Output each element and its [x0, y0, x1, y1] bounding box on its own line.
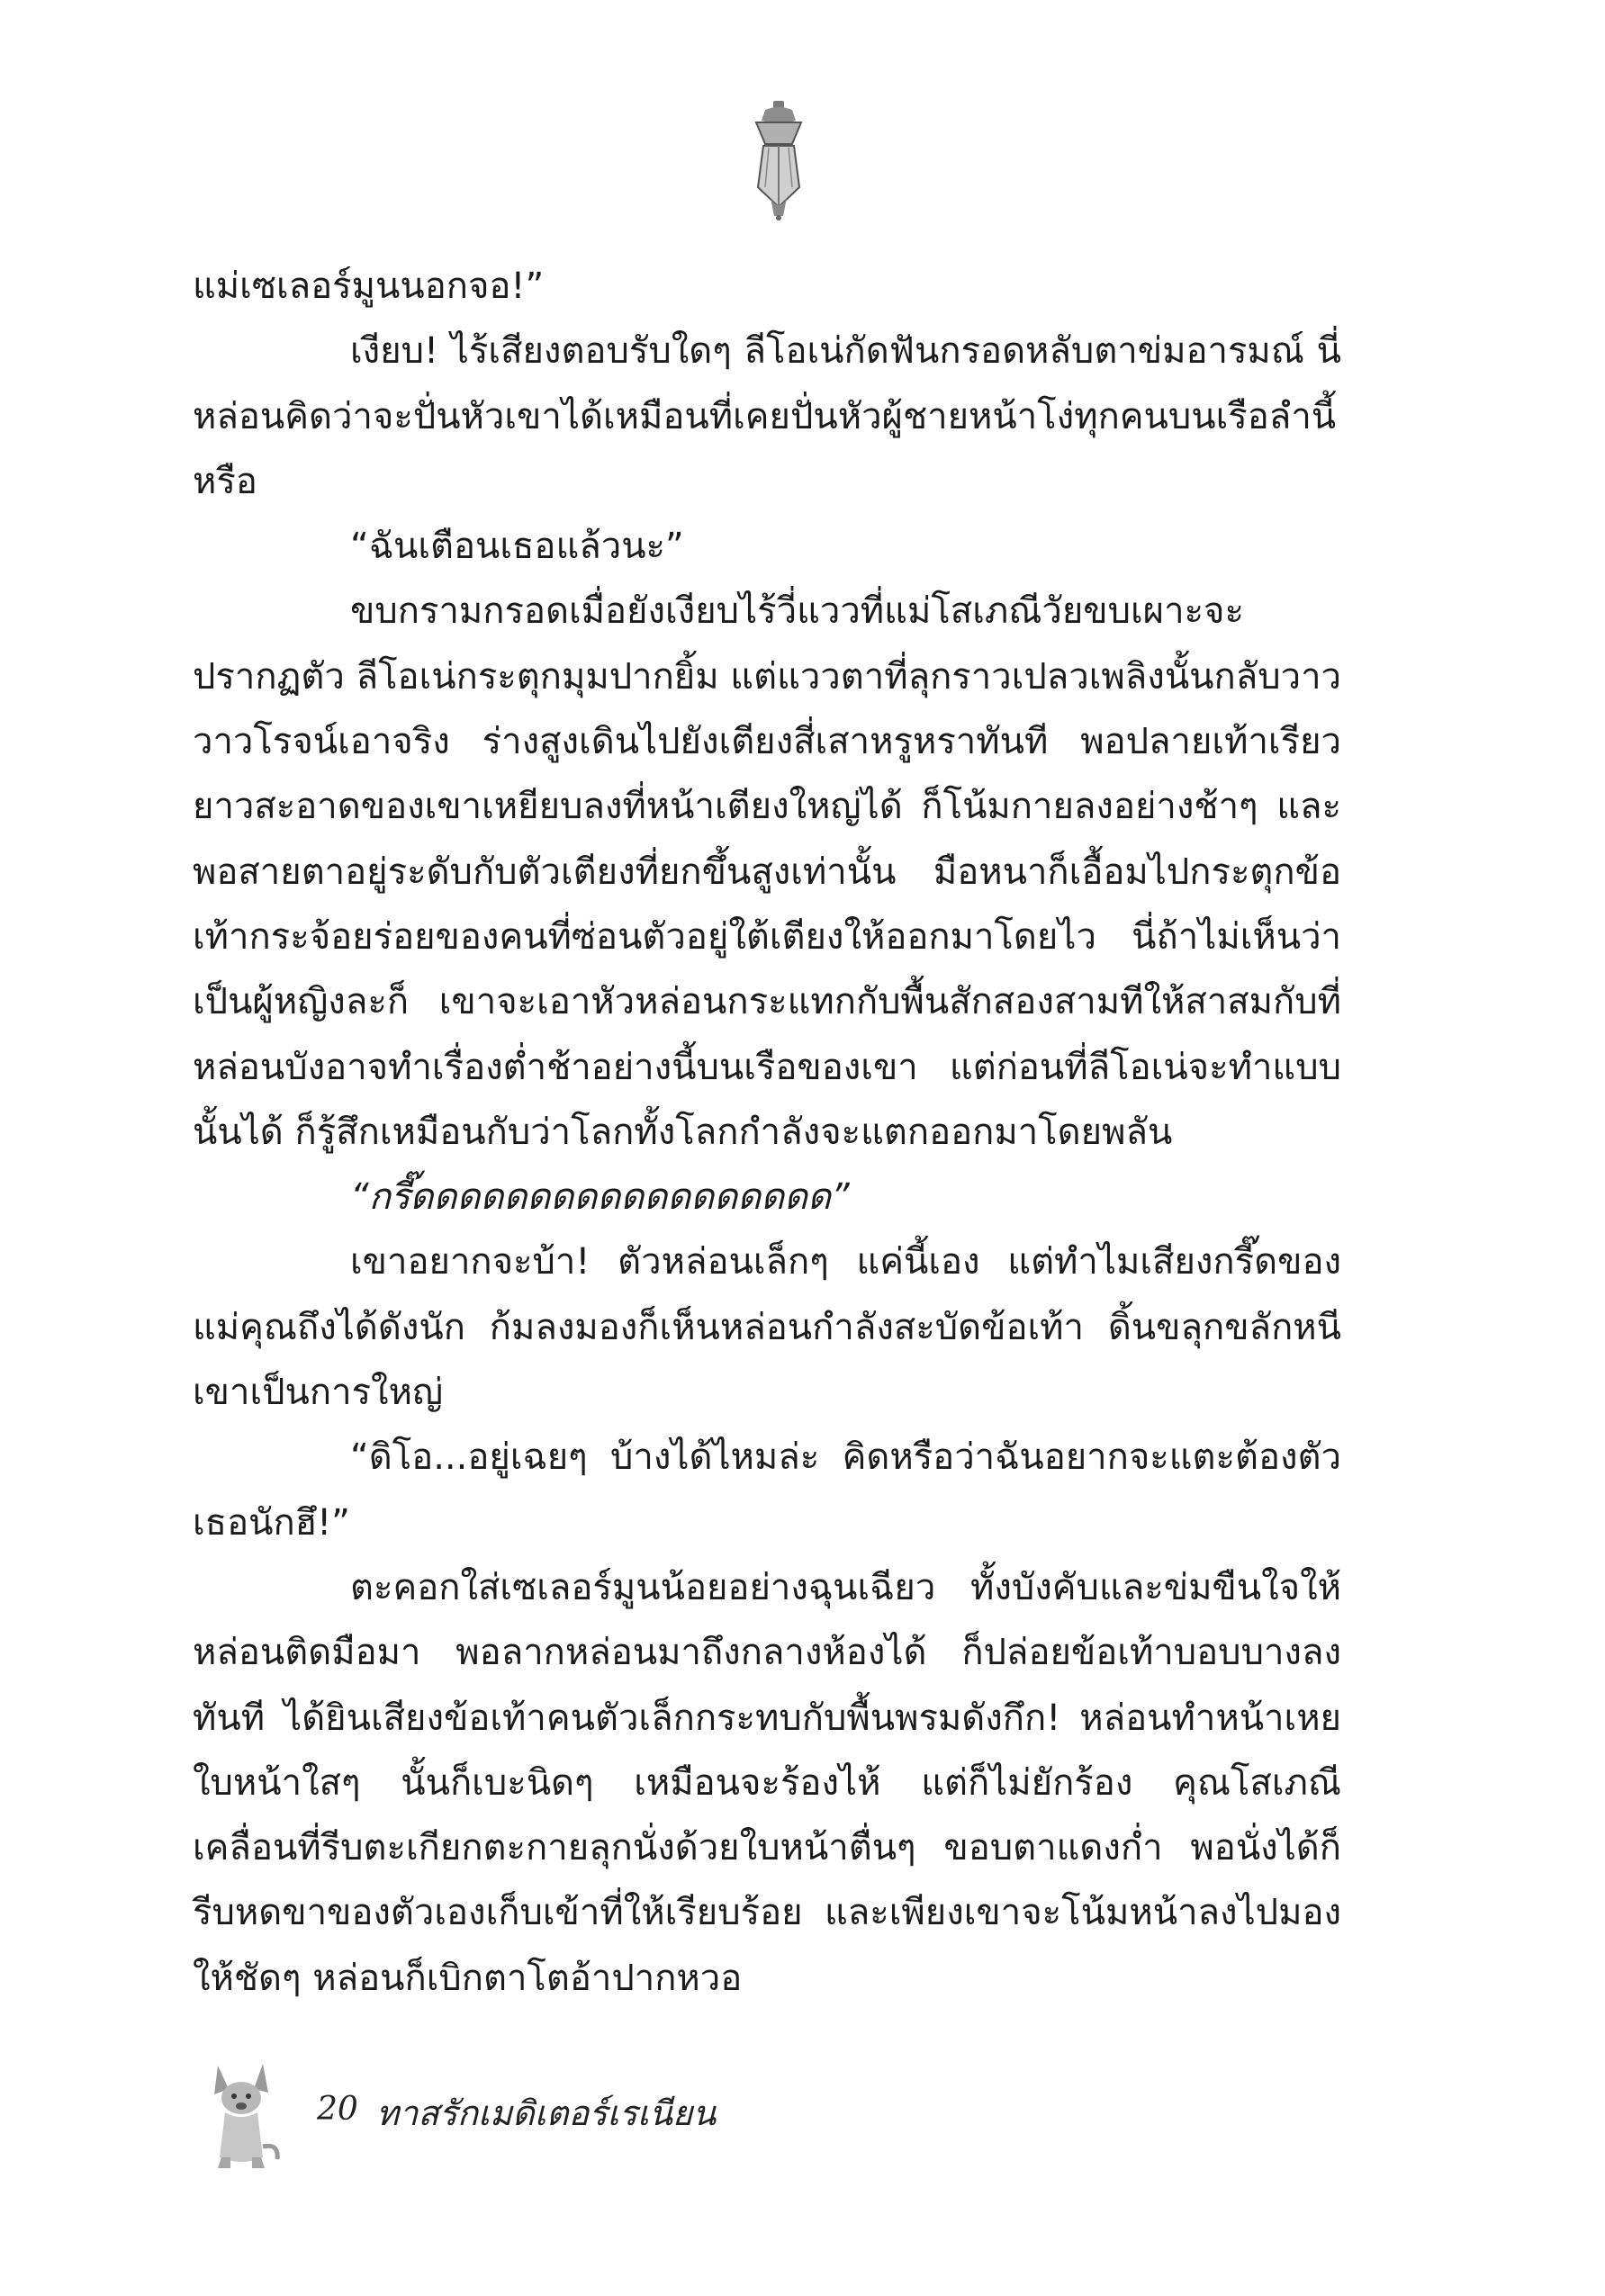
page-number: 20 [317, 2091, 358, 2128]
lantern-icon [744, 101, 814, 221]
paragraph: ตะคอกใส่เซเลอร์มูนน้อยอย่างฉุนเฉียว ทั้งบังคับและข่มขืนใจให้หล่อนติดมือมา พอลากหล่อนมาถึงกลางห้องได้ ก็ปล่อยข้อเท้าบอบบางลงทันที ได้ยินเสียงข้อเท้าคนตัวเล็กกระทบกับพื้นพรมดังกึก! หล่อนทำหน้าเหย ใบหน้าใสๆ นั้นก็เบะนิดๆ เหมือนจะร้องไห้ แต่ก็ไม่ยักร้อง คุณโสเภณีเคลื่อนที่รีบตะเกียกตะกายลุกนั่งด้วยใบหน้าตื่นๆ ขอบตาแดงก่ำ พอนั่งได้ก็รีบหดขาของตัวเองเก็บเข้าที่ให้เรียบร้อย และเพียงเขาจะโน้มหน้าลงไปมองให้ชัดๆ หล่อนก็เบิกตาโตอ้าปากหวอ [193, 1566, 1341, 1999]
chihuahua-icon [191, 2057, 285, 2169]
paragraph: ขบกรามกรอดเมื่อยังเงียบไร้วี่แววที่แม่โสเภณีวัยขบเผาะจะปรากฏตัว ลีโอเน่กระตุกมุมปากยิ้ม แต่แววตาที่ลุกราวเปลวเพลิงนั้นกลับวาววาวโรจน์เอาจริง ร่างสูงเดินไปยังเตียงสี่เสาหรูหราทันที พอปลายเท้าเรียวยาวสะอาดของเขาเหยียบลงที่หน้าเตียงใหญ่ได้ ก็โน้มกายลงอย่างช้าๆ และพอสายตาอยู่ระดับกับตัวเตียงที่ยกขึ้นสูงเท่านั้น มือหนาก็เอื้อมไปกระตุกข้อเท้ากระจ้อยร่อยของคนที่ซ่อนตัวอยู่ใต้เตียงให้ออกมาโดยไว นี่ถ้าไม่เห็นว่าเป็นผู้หญิงละก็ เขาจะเอาหัวหล่อนกระแทกกับพื้นสักสองสามทีให้สาสมกับที่หล่อนบังอาจทำเรื่องต่ำช้าอย่างนี้บนเรือของเขา แต่ก่อนที่ลีโอเน่จะทำแบบนั้นได้ ก็รู้สึกเหมือนกับว่าโลกทั้งโลกกำลังจะแตกออกมาโดยพลัน [193, 590, 1342, 1153]
book-title: ทาสรักเมดิเตอร์เรเนียน [376, 2093, 717, 2133]
paragraph: แม่เซเลอร์มูนนอกจอ!” [193, 266, 545, 307]
paragraph: “ดิโอ...อยู่เฉยๆ บ้างได้ไหมล่ะ คิดหรือว่าฉันอยากจะแตะต้องตัวเธอนักฮึ!” [193, 1436, 1341, 1544]
paragraph: “ฉันเตือนเธอแล้วนะ” [350, 526, 684, 568]
paragraph: เขาอยากจะบ้า! ตัวหล่อนเล็กๆ แค่นี้เอง แต่ทำไมเสียงกรี๊ดของแม่คุณถึงได้ดังนัก ก้มลงมองก็เห็นหล่อนกำลังสะบัดข้อเท้า ดิ้นขลุกขลักหนีเขาเป็นการใหญ่ [193, 1241, 1341, 1414]
paragraph: “กรี๊ดดดดดดดดดดดดดดดดดด” [350, 1176, 850, 1219]
paragraph: เงียบ! ไร้เสียงตอบรับใดๆ ลีโอเน่กัดฟันกรอดหลับตาข่มอารมณ์ นี่หล่อนคิดว่าจะปั่นหัวเขาได้เหมือนที่เคยปั่นหัวผู้ชายหน้าโง่ทุกคนบนเรือลำนี้หรือ [193, 330, 1341, 502]
story-text [193, 254, 1341, 2011]
